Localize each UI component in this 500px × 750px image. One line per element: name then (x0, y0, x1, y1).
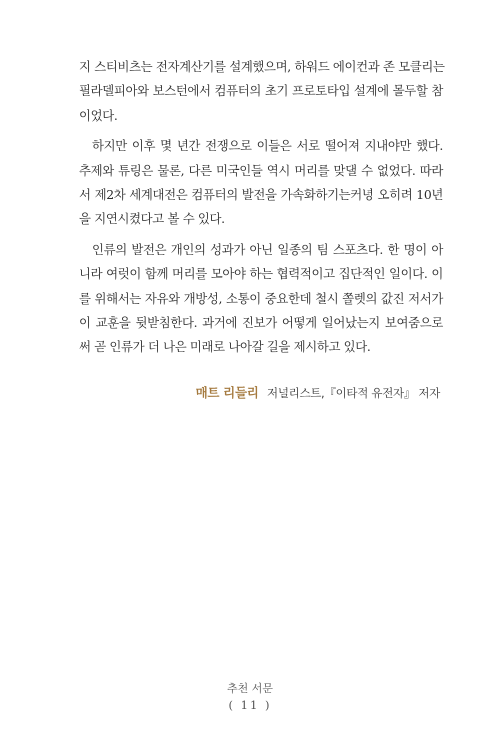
page-number: ( 11 ) (228, 698, 272, 712)
text-line: 서 제2차 세계대전은 컴퓨터의 발전을 가속화하기는커녕 오히려 10년 (79, 186, 443, 202)
text-line: 이 교훈을 뒷받침한다. 과거에 진보가 어떻게 일어났는지 보여줌으로 (79, 314, 443, 330)
paragraph-2 (79, 134, 443, 232)
text-line: 지 스티비츠는 전자계산기를 설계했으며, 하워드 에이컨과 존 모클리는 (79, 59, 445, 74)
body-text (79, 55, 443, 360)
text-line: 을 지연시켰다고 볼 수 있다. (79, 211, 225, 227)
text-line: 추제와 튜링은 물론, 다른 미국인들 역시 머리를 맞댈 수 없었다. 따라 (79, 162, 443, 178)
attribution (196, 383, 440, 401)
text-line: 필라델피아와 보스턴에서 컴퓨터의 초기 프로토타입 설계에 몰두할 참 (79, 83, 443, 99)
text-line: 니라 여럿이 함께 머리를 모아야 하는 협력적이고 집단적인 일이다. 이 (79, 266, 443, 282)
text-line: 를 위해서는 자유와 개방성, 소통이 중요한데 철시 쫄렛의 값진 저서가 (79, 290, 443, 306)
running-footer-title: 추천 서문 (226, 682, 273, 695)
text-line: 이었다. (79, 107, 118, 123)
text-line: 써 곧 인류가 더 나은 미래로 나아갈 길을 제시하고 있다. (79, 339, 371, 355)
paragraph-3 (79, 238, 443, 360)
text-line: 하지만 이후 몇 년간 전쟁으로 이들은 서로 떨어져 지내야만 했다. (92, 138, 443, 154)
text-line: 인류의 발전은 개인의 성과가 아닌 일종의 팀 스포츠다. 한 명이 아 (92, 241, 443, 257)
paragraph-1 (79, 55, 443, 128)
author-name: 매트 리들리 (195, 385, 259, 400)
author-description: 저널리스트,『이타적 유전자』 저자 (267, 386, 440, 400)
